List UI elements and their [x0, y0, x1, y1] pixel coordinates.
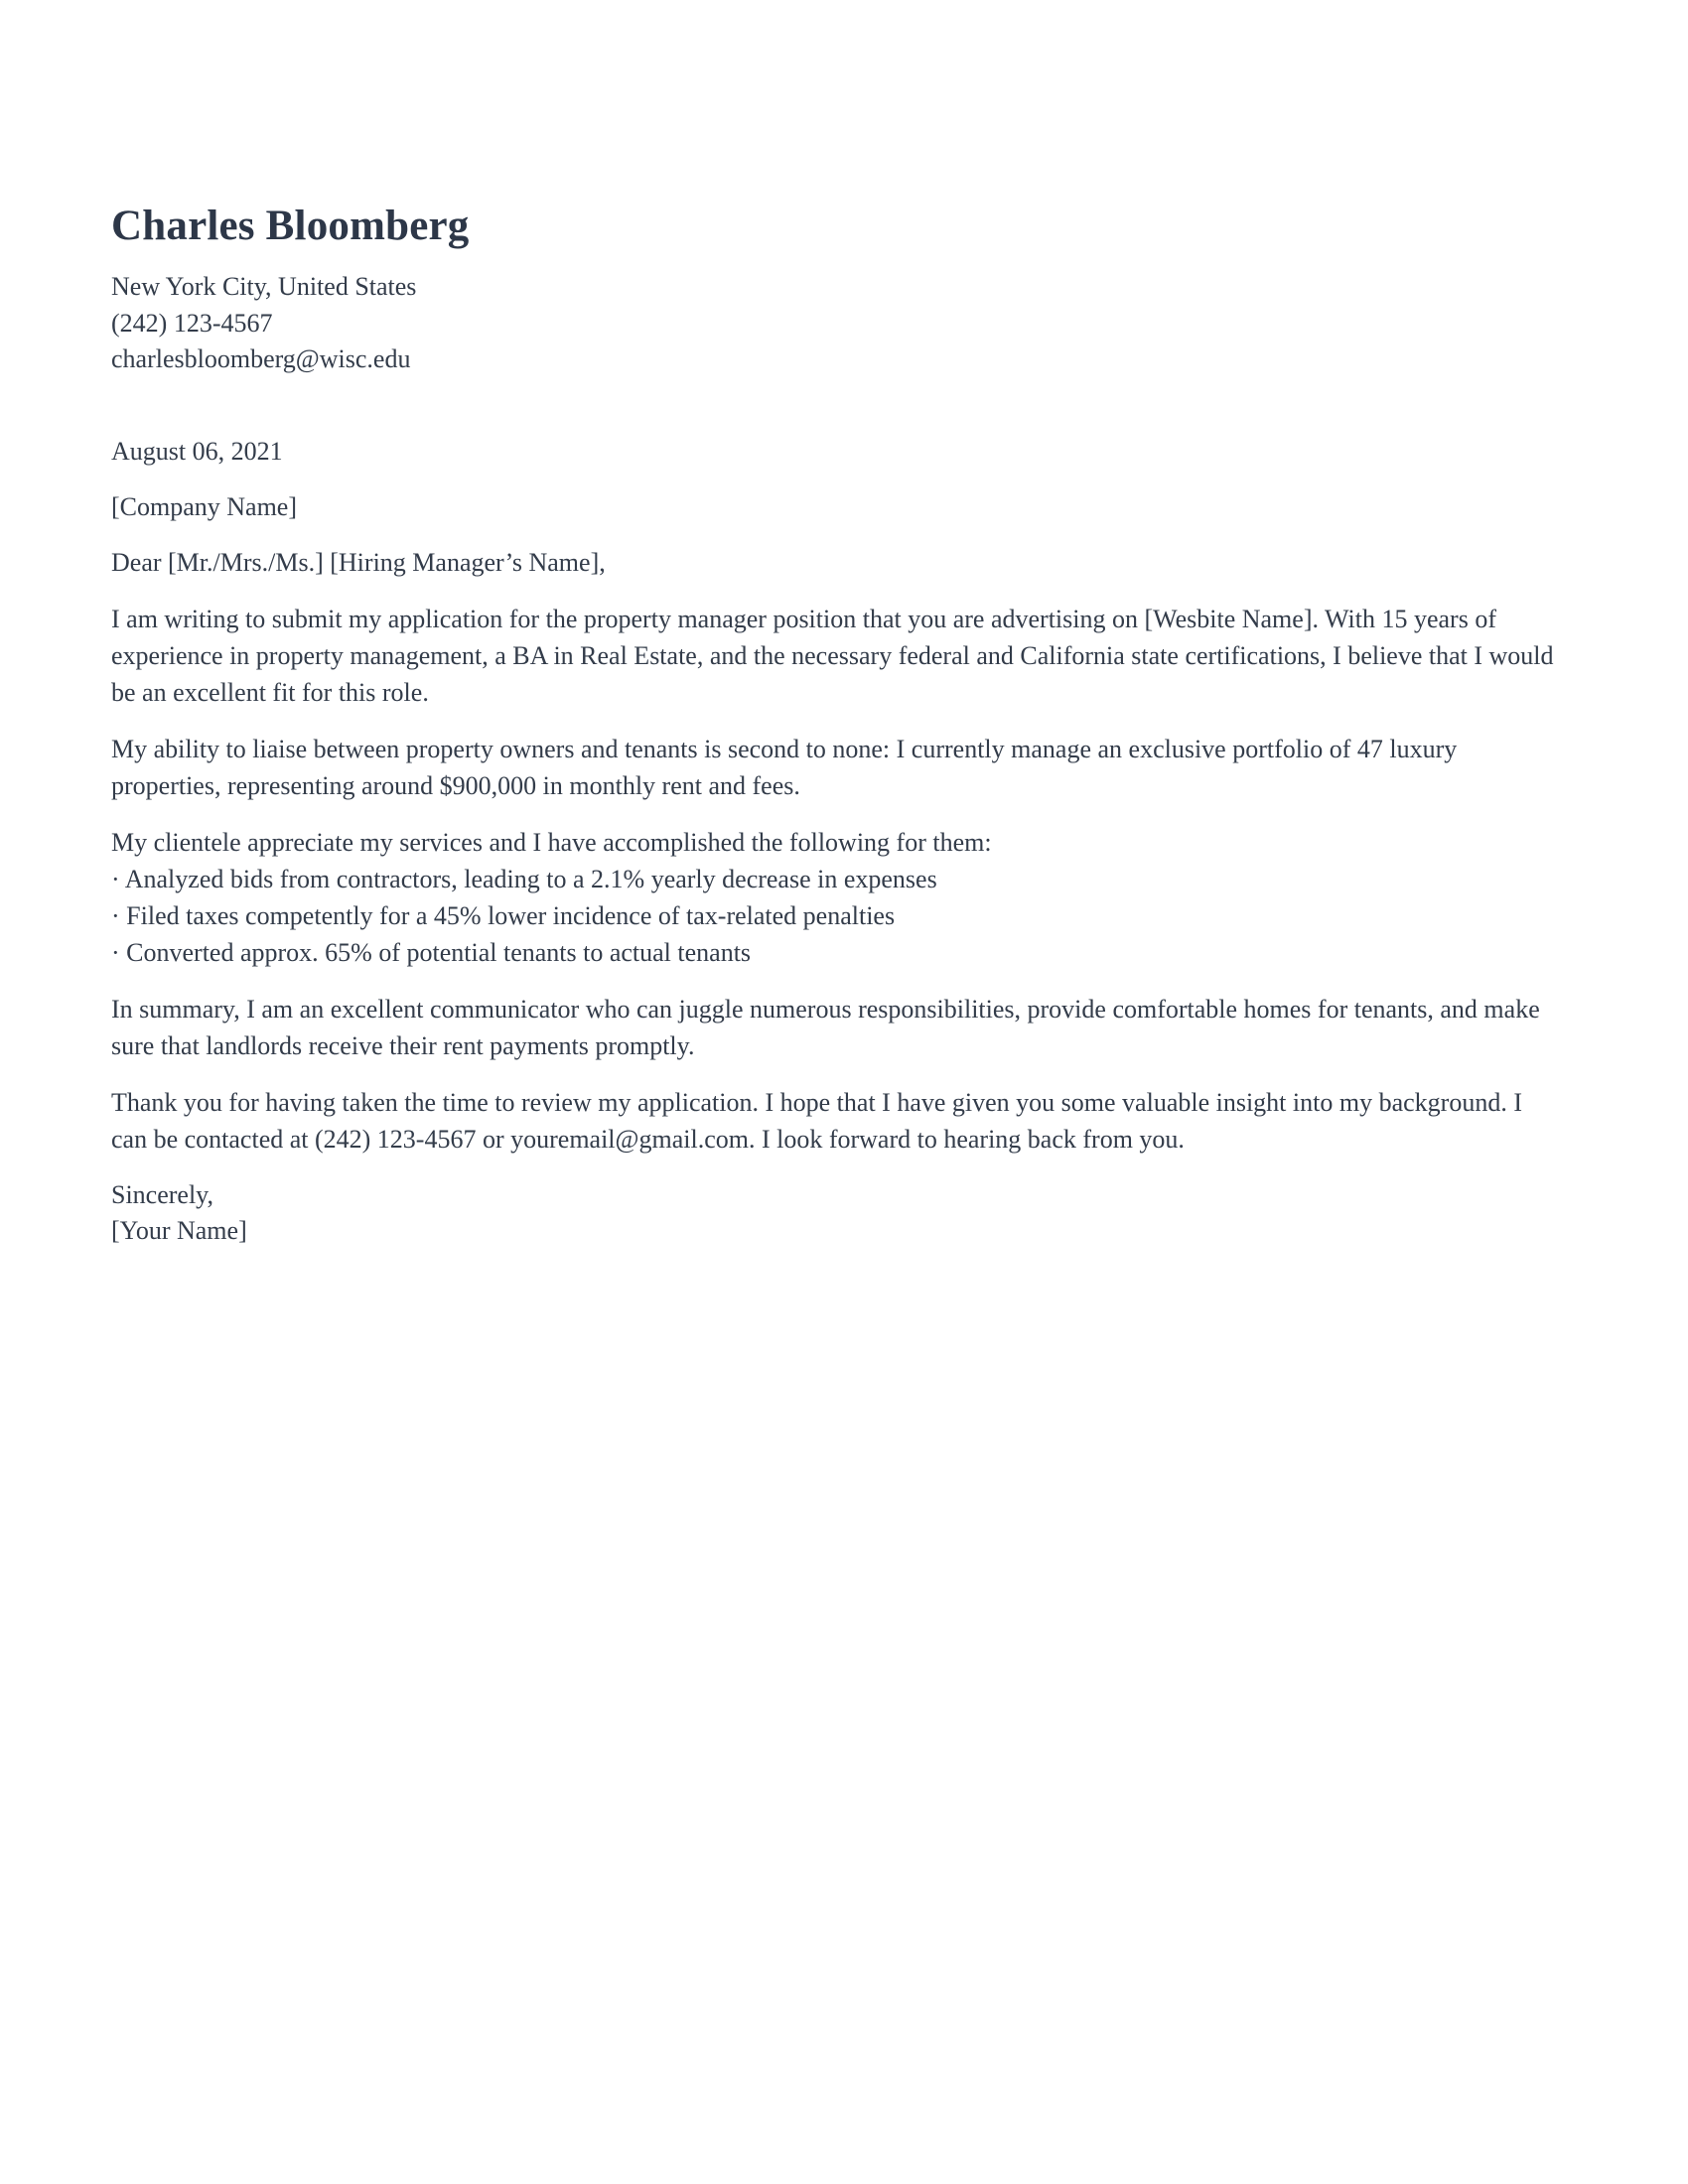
list-item — [111, 897, 1556, 934]
middle-dot-icon: · — [111, 937, 127, 967]
signature-block — [111, 1158, 1556, 1249]
list-item-label: Converted approx. 65% of potential tenants to actual tenants — [126, 937, 752, 967]
sender-email: charlesbloomberg@wisc.edu — [111, 344, 411, 373]
middle-dot-icon: · — [111, 864, 125, 893]
list-item-label: Filed taxes competently for a 45% lower incidence of tax-related penalties — [126, 900, 896, 930]
sender-header — [111, 0, 1556, 378]
salutation: Dear [Mr./Mrs./Ms.] [Hiring Manager’s Name], — [111, 547, 606, 577]
sender-location: New York City, United States — [111, 272, 417, 301]
middle-dot-icon: · — [111, 900, 127, 930]
letter-content — [111, 0, 1556, 1249]
list-item-label: Analyzed bids from contractors, leading to a 2.1% yearly decrease in expenses — [124, 864, 937, 893]
sign-off: Sincerely, — [111, 1179, 213, 1209]
list-item — [111, 861, 1556, 897]
signature-name: [Your Name] — [111, 1215, 247, 1245]
body-paragraph-2: My ability to liaise between property owners and tenants is second to none: I currently manage an exclusive portfolio of 47 luxury properties, representing around $900,000 in monthly rent and fees. — [111, 734, 1458, 800]
achievements-intro: My clientele appreciate my services and I have accomplished the following for them: — [111, 827, 992, 857]
sender-phone: (242) 123-4567 — [111, 308, 273, 338]
achievements-list — [111, 861, 1556, 971]
list-item — [111, 934, 1556, 971]
body-paragraph-4: Thank you for having taken the time to review my application. I hope that I have given you some valuable insight into my background. I can be contacted at (242) 123-4567 or youremail@gmail.com. I look forward to hearing back from you. — [111, 1087, 1522, 1154]
body-paragraph-1: I am writing to submit my application for the property manager position that you are advertising on [Wesbite Name]. With 15 years of experience in property management, a BA in Real Estate, and the necessary federal and California state certifications, I believe that I would be an excellent fit for this role. — [111, 604, 1554, 707]
body-paragraph-3: In summary, I am an excellent communicator who can juggle numerous responsibilities, provide comfortable homes for tenants, and make sure that landlords receive their rent payments promptly. — [111, 994, 1540, 1060]
letter-date: August 06, 2021 — [111, 436, 283, 466]
page-title: Charles Bloomberg — [111, 203, 470, 249]
recipient-company: [Company Name] — [111, 491, 298, 521]
